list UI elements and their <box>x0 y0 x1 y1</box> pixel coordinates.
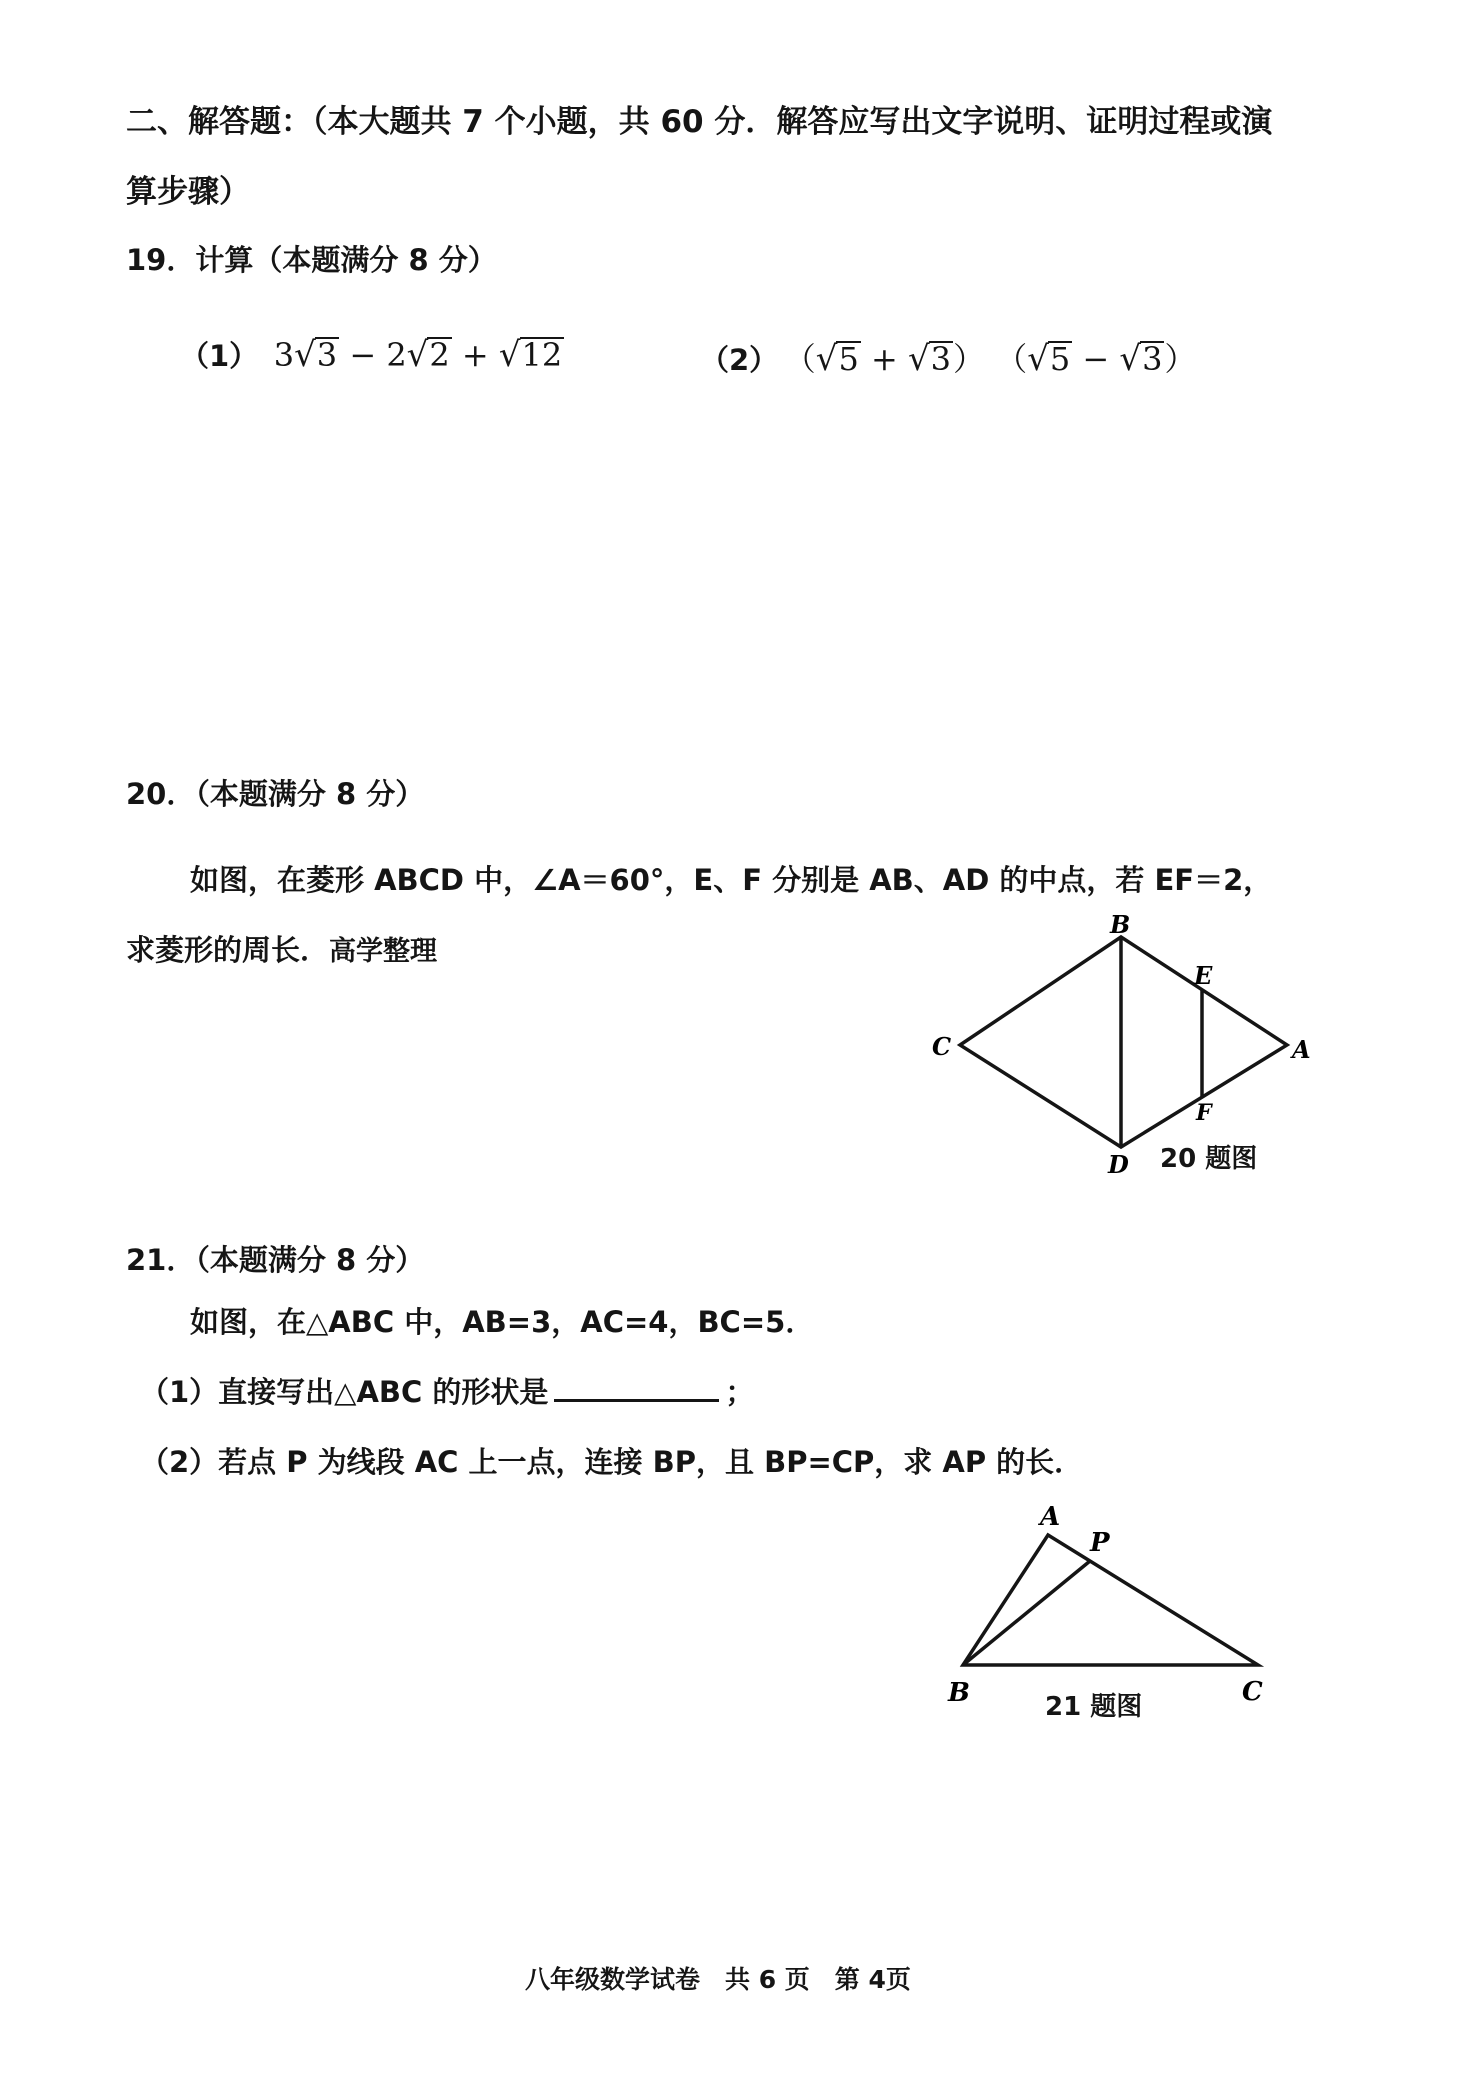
q19-part2-label: （2） <box>700 343 779 377</box>
q21-figure-caption: 21 题图 <box>1045 1692 1143 1722</box>
q19-part2-expression: （√5 + √3） （√5 − √3） <box>783 339 1197 379</box>
q19-part1-label: （1） <box>180 339 259 373</box>
label-d: D <box>1108 1150 1129 1175</box>
rhombus-abcd <box>960 937 1287 1147</box>
label-c: C <box>1242 1677 1263 1707</box>
q19-part1 <box>180 334 564 375</box>
label-c: C <box>932 1032 952 1061</box>
q19-title: 19．计算（本题满分 8 分） <box>126 243 497 277</box>
q21-part2: （2）若点 P 为线段 AC 上一点，连接 BP，且 BP=CP，求 AP 的长． <box>140 1445 1084 1479</box>
label-b: B <box>948 1678 970 1708</box>
q21-text: 如图，在△ABC 中，AB=3，AC=4，BC=5． <box>190 1305 815 1339</box>
label-p: P <box>1090 1528 1110 1558</box>
q20-text-continued: 求菱形的周长．高学整理 <box>126 933 438 967</box>
label-a: A <box>1040 1502 1061 1532</box>
label-a: A <box>1292 1035 1311 1064</box>
section-heading-continued: 算步骤） <box>126 174 250 210</box>
section-heading: 二、解答题：（本大题共 7 个小题，共 60 分．解答应写出文字说明、证明过程或演 <box>126 104 1273 140</box>
q21-part1: （1）直接写出△ABC 的形状是 ； <box>140 1375 755 1409</box>
q20-title: 20．（本题满分 8 分） <box>126 777 425 811</box>
segment-bp <box>963 1561 1090 1665</box>
q20-watermark: 高学整理 <box>329 936 438 967</box>
q20-rhombus-figure <box>930 915 1330 1175</box>
q19-part1-expression: 3√3 − 2√2 + √12 <box>273 335 563 375</box>
q21-answer-blank[interactable] <box>554 1373 719 1402</box>
q21-title: 21．（本题满分 8 分） <box>126 1243 425 1277</box>
q20-text: 如图，在菱形 ABCD 中，∠A＝60°，E、F 分别是 AB、AD 的中点，若 EF＝2， <box>190 863 1273 897</box>
page-footer: 八年级数学试卷 共 6 页 第 4页 <box>525 1965 911 1994</box>
q19-part2 <box>700 334 1196 380</box>
label-b: B <box>1110 915 1131 939</box>
q20-figure-caption: 20 题图 <box>1160 1144 1258 1174</box>
label-f: F <box>1196 1100 1212 1126</box>
triangle-abc <box>963 1535 1258 1665</box>
label-e: E <box>1194 961 1213 990</box>
